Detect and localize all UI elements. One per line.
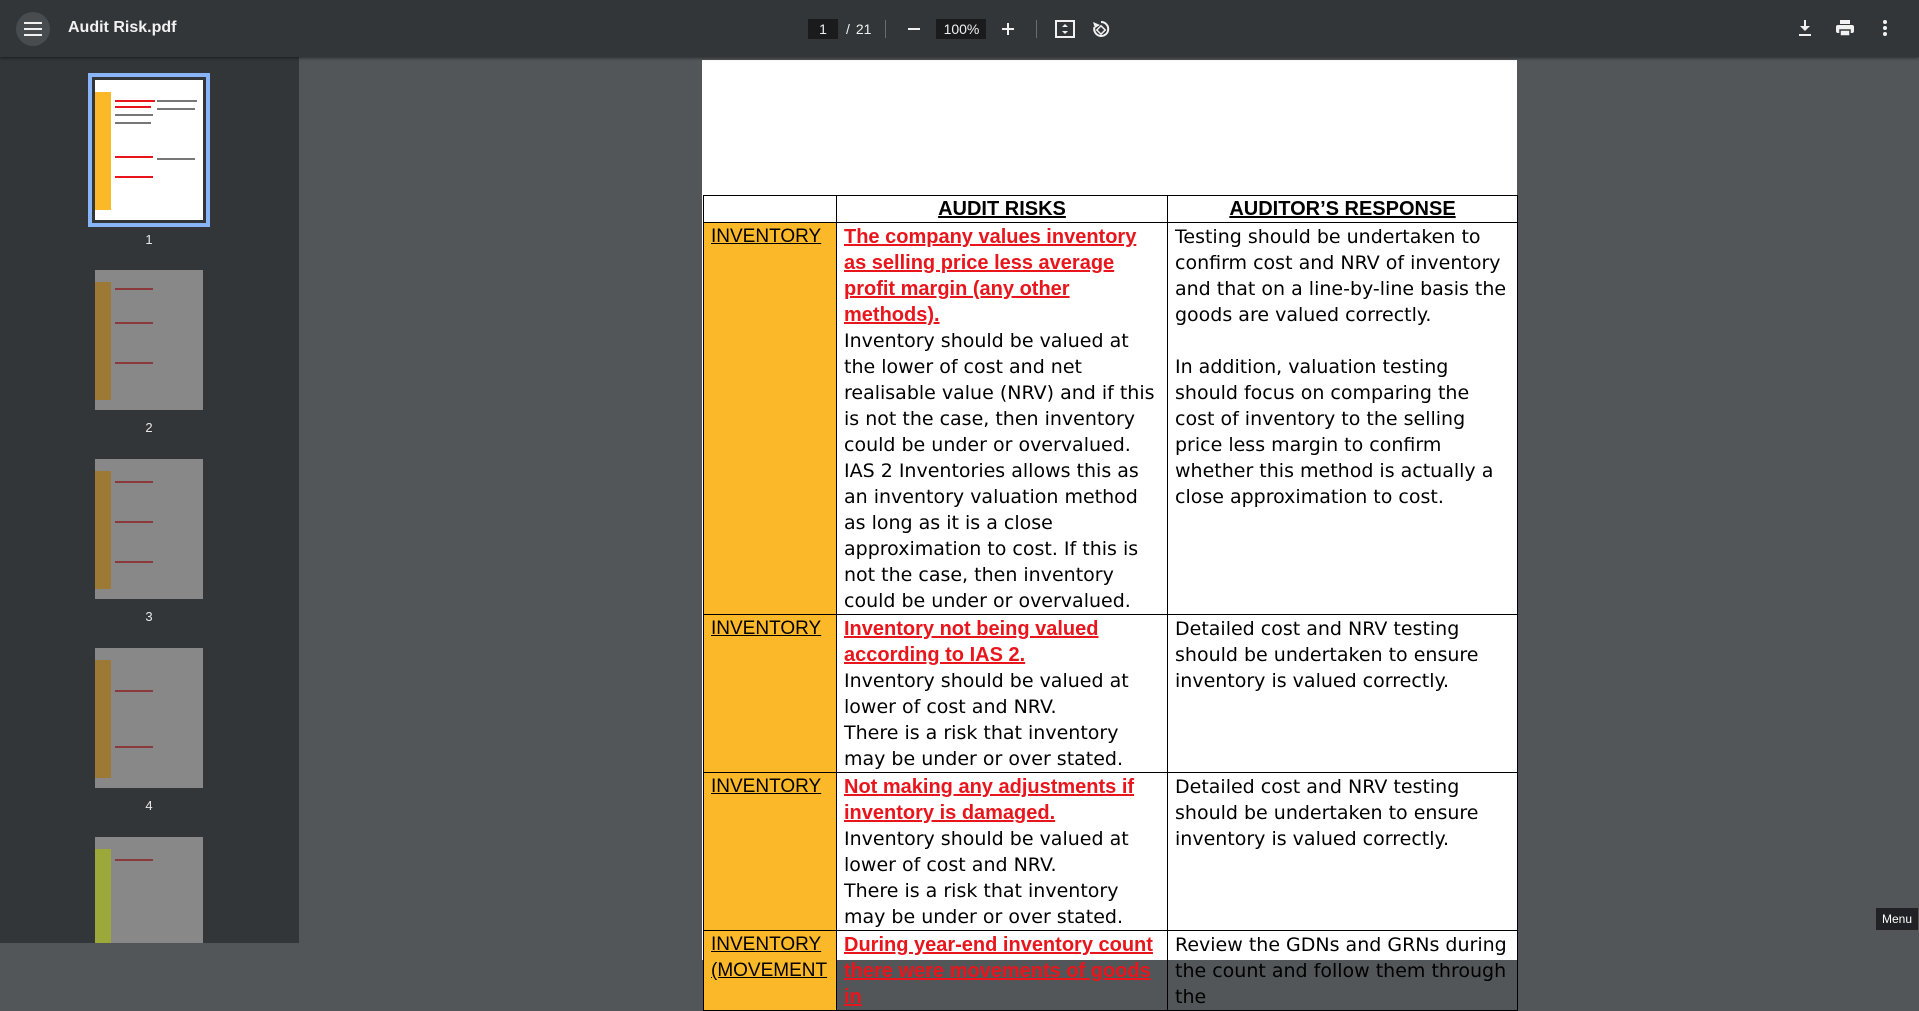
risk-body: There is a risk that inventory may be under or over stated. (844, 722, 1124, 770)
thumbnail-preview (95, 92, 203, 210)
risk-body: Inventory should be valued at lower of cost and NRV. (844, 670, 1129, 718)
print-button[interactable] (1831, 14, 1859, 42)
page-total: 21 (855, 21, 872, 37)
audit-risk-table (703, 195, 1518, 1011)
risk-title: During year-end inventory count there were movements of goods in (844, 934, 1153, 1008)
category-cell: INVENTORY (704, 615, 837, 773)
thumbnail-label: 3 (145, 609, 153, 624)
response-cell (1168, 223, 1518, 615)
response-text: Review the GDNs and GRNs during the count and follow them through the (1175, 934, 1507, 1008)
page-thumbnail-1[interactable] (95, 80, 203, 220)
table-row (704, 615, 1518, 773)
risk-title: Not making any adjustments if inventory is damaged. (844, 776, 1135, 824)
response-text: Detailed cost and NRV testing should be undertaken to ensure inventory is valued correctly. (1175, 618, 1479, 692)
page-thumbnail-5[interactable] (95, 837, 203, 943)
risk-body: Inventory should be valued at the lower of cost and net realisable value (NRV) and if this is not the case, then inventory could be under or overvalued. (844, 330, 1155, 456)
page-zoom-controls (808, 16, 1115, 42)
toolbar-divider (885, 20, 886, 38)
page-thumbnail-2[interactable] (95, 270, 203, 410)
menu-icon (24, 22, 42, 36)
risk-body: IAS 2 Inventories allows this as an inventory valuation method as long as it is a close approximation to cost. If this is not the case, then inventory could be under or overvalued. (844, 460, 1139, 612)
response-text: In addition, valuation testing should focus on comparing the cost of inventory to the selling price less margin to confirm whether this method is actually a close approximation to cost. (1175, 356, 1494, 508)
thumbnail-preview (95, 849, 203, 943)
category-cell: INVENTORY (MOVEMENT (704, 931, 837, 1011)
response-text: Detailed cost and NRV testing should be undertaken to ensure inventory is valued correctly. (1175, 776, 1479, 850)
page-thumbnail-4[interactable] (95, 648, 203, 788)
risk-title: The company values inventory as selling price less average profit margin (any other methods). (844, 226, 1137, 326)
header-auditor-response: AUDITOR’S RESPONSE (1168, 196, 1518, 223)
risk-cell (837, 615, 1168, 773)
page-separator: / (846, 21, 850, 37)
page-number-input[interactable] (808, 19, 838, 39)
toolbar-actions (1791, 14, 1899, 42)
zoom-in-icon (1001, 22, 1015, 36)
table-row (704, 223, 1518, 615)
risk-body: There is a risk that inventory may be under or over stated. (844, 880, 1124, 928)
pdf-page (702, 60, 1517, 1008)
rotate-icon (1091, 19, 1111, 39)
fit-page-icon (1055, 20, 1075, 38)
rotate-button[interactable] (1087, 15, 1115, 43)
thumbnail-label: 4 (145, 798, 153, 813)
print-icon (1835, 19, 1855, 37)
pdf-toolbar (0, 0, 1919, 57)
download-icon (1797, 19, 1813, 37)
more-vert-icon (1883, 20, 1887, 36)
category-cell: INVENTORY (704, 223, 837, 615)
more-options-button[interactable] (1871, 14, 1899, 42)
risk-cell (837, 773, 1168, 931)
zoom-in-button[interactable] (994, 15, 1022, 43)
header-category (704, 196, 837, 223)
toolbar-divider (1036, 20, 1037, 38)
fit-page-button[interactable] (1051, 15, 1079, 43)
page-thumbnail-3[interactable] (95, 459, 203, 599)
table-header-row (704, 196, 1518, 223)
thumbnail-sidebar[interactable] (0, 57, 299, 943)
category-cell: INVENTORY (704, 773, 837, 931)
thumbnail-preview (95, 471, 203, 589)
risk-body: Inventory should be valued at lower of cost and NRV. (844, 828, 1129, 876)
thumbnail-label: 1 (145, 232, 153, 247)
header-audit-risks: AUDIT RISKS (837, 196, 1168, 223)
menu-tooltip: Menu (1875, 907, 1919, 931)
response-cell (1168, 615, 1518, 773)
menu-button[interactable] (16, 12, 50, 46)
thumbnail-label: 2 (145, 420, 153, 435)
response-cell (1168, 773, 1518, 931)
zoom-out-button[interactable] (900, 15, 928, 43)
download-button[interactable] (1791, 14, 1819, 42)
zoom-out-icon (907, 22, 921, 36)
risk-title: Inventory not being valued according to IAS 2. (844, 618, 1099, 666)
table-row (704, 773, 1518, 931)
risk-cell (837, 223, 1168, 615)
zoom-input[interactable] (936, 19, 986, 39)
document-title: Audit Risk.pdf (68, 19, 177, 36)
response-text: Testing should be undertaken to confirm cost and NRV of inventory and that on a line-by-line basis the goods are valued correctly. (1175, 226, 1507, 326)
thumbnail-preview (95, 660, 203, 778)
thumbnail-preview (95, 282, 203, 400)
